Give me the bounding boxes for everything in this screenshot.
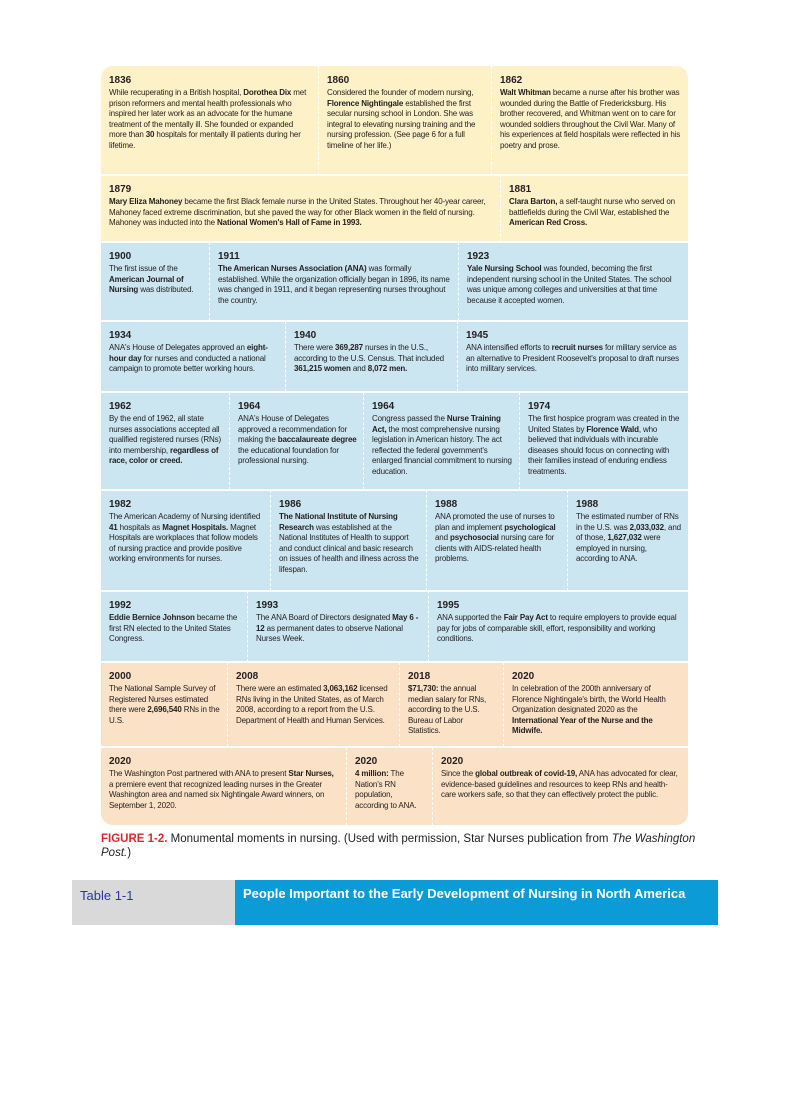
event-year: 2020 xyxy=(512,671,535,682)
event-description: While recuperating in a British hospital, Dorothea Dix met prison reformers and mental health professionals who inspired her later work as an advocate for the humane treatment of the mentally ill. She founded or expanded more than 30 hospitals for mentally ill patients during her lifetime. xyxy=(109,88,307,150)
timeline-event xyxy=(101,66,318,175)
nursing-timeline-figure xyxy=(101,66,688,825)
timeline-event xyxy=(285,321,457,392)
timeline-event xyxy=(399,662,503,747)
timeline-event xyxy=(101,490,270,591)
timeline-row xyxy=(101,662,688,747)
row-divider xyxy=(101,489,688,491)
timeline-event xyxy=(101,392,229,490)
event-year: 2020 xyxy=(355,756,378,767)
timeline-row xyxy=(101,591,688,662)
event-year: 1945 xyxy=(466,330,489,341)
timeline-event xyxy=(519,392,688,490)
timeline-row xyxy=(101,66,688,175)
timeline-event xyxy=(491,66,688,175)
timeline-event xyxy=(247,591,428,662)
event-description: ANA intensified efforts to recruit nurses for military service as an alternative to President Roosevelt's proposal to draft nurses into military services. xyxy=(466,343,679,374)
event-year: 1900 xyxy=(109,251,132,262)
event-year: 1995 xyxy=(437,600,460,611)
event-description: Considered the founder of modern nursing, Florence Nightingale established the first secular nursing school in London. She was integral to elevating nursing training and the nursing profession. (See page 6 for a full timeline of her life.) xyxy=(327,88,476,150)
timeline-event xyxy=(503,662,688,747)
figure-caption xyxy=(101,832,701,860)
event-description: The National Institute of Nursing Research was established at the National Institutes of Health to support and conduct clinical and basic research on issues of health and illness across the lifespan. xyxy=(279,512,419,574)
figure-caption-text: Monumental moments in nursing. (Used with permission, Star Nurses publication from xyxy=(170,833,612,845)
event-description: By the end of 1962, all state nurses associations accepted all qualified registered nurses (RNs) into membership, regardless of race, color or creed. xyxy=(109,414,221,466)
timeline-event xyxy=(363,392,519,490)
table-number: Table 1-1 xyxy=(72,880,235,925)
event-description: The estimated number of RNs in the U.S. was 2,033,032, and of those, 1,627,032 were employed in nursing, according to ANA. xyxy=(576,512,681,564)
event-description: ANA's House of Delegates approved an eight-hour day for nurses and conducted a national campaign to promote better working hours. xyxy=(109,343,268,374)
row-divider xyxy=(101,320,688,322)
event-year: 2018 xyxy=(408,671,431,682)
event-description: The American Nurses Association (ANA) was formally established. While the organization officially began in 1896, its name was changed in 1911, and it began representing nurses throughout the country. xyxy=(218,264,450,305)
event-year: 2020 xyxy=(109,756,132,767)
event-description: ANA supported the Fair Pay Act to require employers to provide equal pay for jobs of comparable skill, effort, responsibility and working conditions. xyxy=(437,613,677,644)
event-year: 1992 xyxy=(109,600,132,611)
event-year: 1986 xyxy=(279,499,302,510)
event-description: Clara Barton, a self-taught nurse who served on battlefields during the Civil War, established the American Red Cross. xyxy=(509,197,675,228)
event-description: Since the global outbreak of covid-19, ANA has advocated for clear, evidence-based guidelines and resources to keep RNs and health-care workers safe, so that they can effectively protect the public. xyxy=(441,769,678,800)
event-year: 1923 xyxy=(467,251,490,262)
timeline-row xyxy=(101,242,688,321)
figure-caption-source: The Washington Post. xyxy=(101,833,696,859)
event-description: Yale Nursing School was founded, becoming the first independent nursing school in the United States. The school was unique among colleges and universities at that time because it accepted women. xyxy=(467,264,672,305)
event-description: $71,730: the annual median salary for RNs, according to the U.S. Bureau of Labor Statistics. xyxy=(408,684,487,736)
event-year: 1836 xyxy=(109,75,132,86)
event-year: 1934 xyxy=(109,330,132,341)
event-description: In celebration of the 200th anniversary of Florence Nightingale's birth, the World Health Organization designated 2020 as the International Year of the Nurse and the Midwife. xyxy=(512,684,666,736)
event-description: The American Academy of Nursing identified 41 hospitals as Magnet Hospitals. Magnet Hospitals are workplaces that follow models of nursing practice and provide positive working environments for nurses. xyxy=(109,512,261,564)
event-description: Congress passed the Nurse Training Act, the most comprehensive nursing legislation in American history. The act reflected the federal government's enlarged financial commitment to nursing education. xyxy=(372,414,512,476)
event-description: ANA promoted the use of nurses to plan and implement psychological and psychosocial nursing care for clients with AIDS-related health problems. xyxy=(435,512,556,564)
timeline-event xyxy=(101,321,285,392)
event-description: The first hospice program was created in the United States by Florence Wald, who believed that individuals with incurable diseases should focus on connecting with their families instead of enduring endless treatments. xyxy=(528,414,680,476)
event-description: ANA's House of Delegates approved a recommendation for making the baccalaureate degree the educational foundation for professional nursing. xyxy=(238,414,357,466)
event-year: 1962 xyxy=(109,401,132,412)
event-year: 1988 xyxy=(435,499,458,510)
event-description: The National Sample Survey of Registered Nurses estimated there were 2,696,540 RNs in the U.S. xyxy=(109,684,220,725)
timeline-row xyxy=(101,321,688,392)
event-description: The Washington Post partnered with ANA to present Star Nurses, a premiere event that recognized leading nurses in the Greater Washington area and named six Nightingale Award winners, on September 1, 2020. xyxy=(109,769,334,810)
row-divider xyxy=(101,590,688,592)
table-header xyxy=(72,880,718,925)
timeline-row xyxy=(101,490,688,591)
event-year: 1860 xyxy=(327,75,350,86)
timeline-row xyxy=(101,392,688,490)
event-year: 1879 xyxy=(109,184,132,195)
timeline-event xyxy=(227,662,399,747)
row-divider xyxy=(101,174,688,176)
event-description: Eddie Bernice Johnson became the first RN elected to the United States Congress. xyxy=(109,613,238,644)
event-description: The first issue of the American Journal of Nursing was distributed. xyxy=(109,264,194,295)
event-year: 1982 xyxy=(109,499,132,510)
timeline-event xyxy=(500,175,688,242)
figure-label: FIGURE 1-2. xyxy=(101,833,168,845)
row-divider xyxy=(101,241,688,243)
timeline-event xyxy=(101,747,346,825)
event-description: There were 369,287 nurses in the U.S., according to the U.S. Census. That included 361,215 women and 8,072 men. xyxy=(294,343,444,374)
event-year: 2020 xyxy=(441,756,464,767)
timeline-event xyxy=(567,490,688,591)
row-divider xyxy=(101,391,688,393)
event-year: 1993 xyxy=(256,600,279,611)
event-description: 4 million: The Nation's RN population, according to ANA. xyxy=(355,769,417,810)
timeline-event xyxy=(209,242,458,321)
row-divider xyxy=(101,746,688,748)
event-year: 1964 xyxy=(372,401,395,412)
event-year: 1940 xyxy=(294,330,317,341)
timeline-event xyxy=(101,242,209,321)
event-description: Mary Eliza Mahoney became the first Black female nurse in the United States. Throughout her 40-year career, Mahoney faced extreme discrimination, but she paved the way for other Black women in the field of nursing. Mahoney was inducted into the National Women's Hall of Fame in 1993. xyxy=(109,197,486,228)
event-year: 2008 xyxy=(236,671,259,682)
event-year: 2000 xyxy=(109,671,132,682)
timeline-event xyxy=(458,242,688,321)
timeline-event xyxy=(426,490,567,591)
event-description: The ANA Board of Directors designated May 6 - 12 as permanent dates to observe National Nurses Week. xyxy=(256,613,419,644)
timeline-event xyxy=(318,66,491,175)
event-year: 1911 xyxy=(218,251,240,262)
timeline-event xyxy=(101,175,500,242)
figure-caption-close: ) xyxy=(127,847,132,859)
event-year: 1974 xyxy=(528,401,551,412)
timeline-event xyxy=(457,321,688,392)
timeline-event xyxy=(270,490,426,591)
event-description: There were an estimated 3,063,162 licensed RNs living in the United States, as of March 2008, according to a report from the U.S. Department of Health and Human Services. xyxy=(236,684,388,725)
timeline-row xyxy=(101,747,688,825)
timeline-event xyxy=(229,392,363,490)
timeline-row xyxy=(101,175,688,242)
row-divider xyxy=(101,661,688,663)
timeline-event xyxy=(428,591,688,662)
timeline-event xyxy=(432,747,688,825)
timeline-event xyxy=(101,662,227,747)
timeline-event xyxy=(101,591,247,662)
table-title: People Important to the Early Development of Nursing in North America xyxy=(235,880,718,925)
event-year: 1862 xyxy=(500,75,523,86)
event-description: Walt Whitman became a nurse after his brother was wounded during the Battle of Fredericksburg. His brother recovered, and Whitman went on to care for wounded soldiers throughout the Civil War. Many of his experiences at field hospitals were reflected in his poetry and prose. xyxy=(500,88,681,150)
event-year: 1881 xyxy=(509,184,532,195)
timeline-event xyxy=(346,747,432,825)
event-year: 1964 xyxy=(238,401,261,412)
event-year: 1988 xyxy=(576,499,599,510)
